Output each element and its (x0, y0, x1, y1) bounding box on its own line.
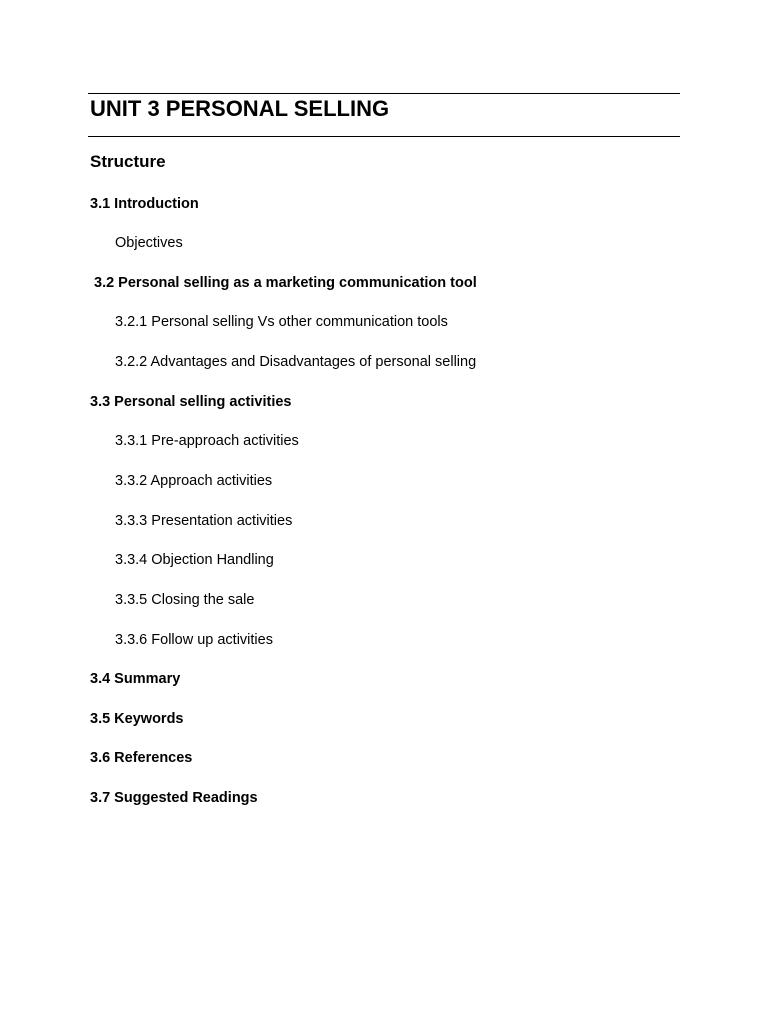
toc-entry-3-3: 3.3 Personal selling activities (90, 394, 292, 410)
structure-heading: Structure (90, 152, 166, 171)
title-bottom-rule (88, 136, 680, 137)
toc-entry-3-5: 3.5 Keywords (90, 711, 184, 727)
title-top-rule (88, 93, 680, 94)
toc-entry-3-2-1: 3.2.1 Personal selling Vs other communication tools (115, 314, 448, 330)
toc-entry-3-7: 3.7 Suggested Readings (90, 790, 258, 806)
toc-entry-3-3-4: 3.3.4 Objection Handling (115, 552, 274, 568)
toc-entry-3-3-3: 3.3.3 Presentation activities (115, 513, 293, 529)
toc-entry-3-3-5: 3.3.5 Closing the sale (115, 592, 255, 608)
toc-entry-3-6: 3.6 References (90, 750, 193, 766)
toc-entry-3-3-6: 3.3.6 Follow up activities (115, 632, 273, 648)
toc-entry-objectives: Objectives (115, 235, 183, 251)
toc-entry-3-2: 3.2 Personal selling as a marketing communication tool (94, 275, 477, 291)
toc-entry-3-2-2: 3.2.2 Advantages and Disadvantages of personal selling (115, 354, 477, 370)
toc-entry-3-1: 3.1 Introduction (90, 196, 199, 212)
toc-entry-3-3-2: 3.3.2 Approach activities (115, 473, 273, 489)
toc-entry-3-4: 3.4 Summary (90, 671, 181, 687)
unit-title: UNIT 3 PERSONAL SELLING (90, 96, 390, 121)
toc-entry-3-3-1: 3.3.1 Pre-approach activities (115, 433, 299, 449)
